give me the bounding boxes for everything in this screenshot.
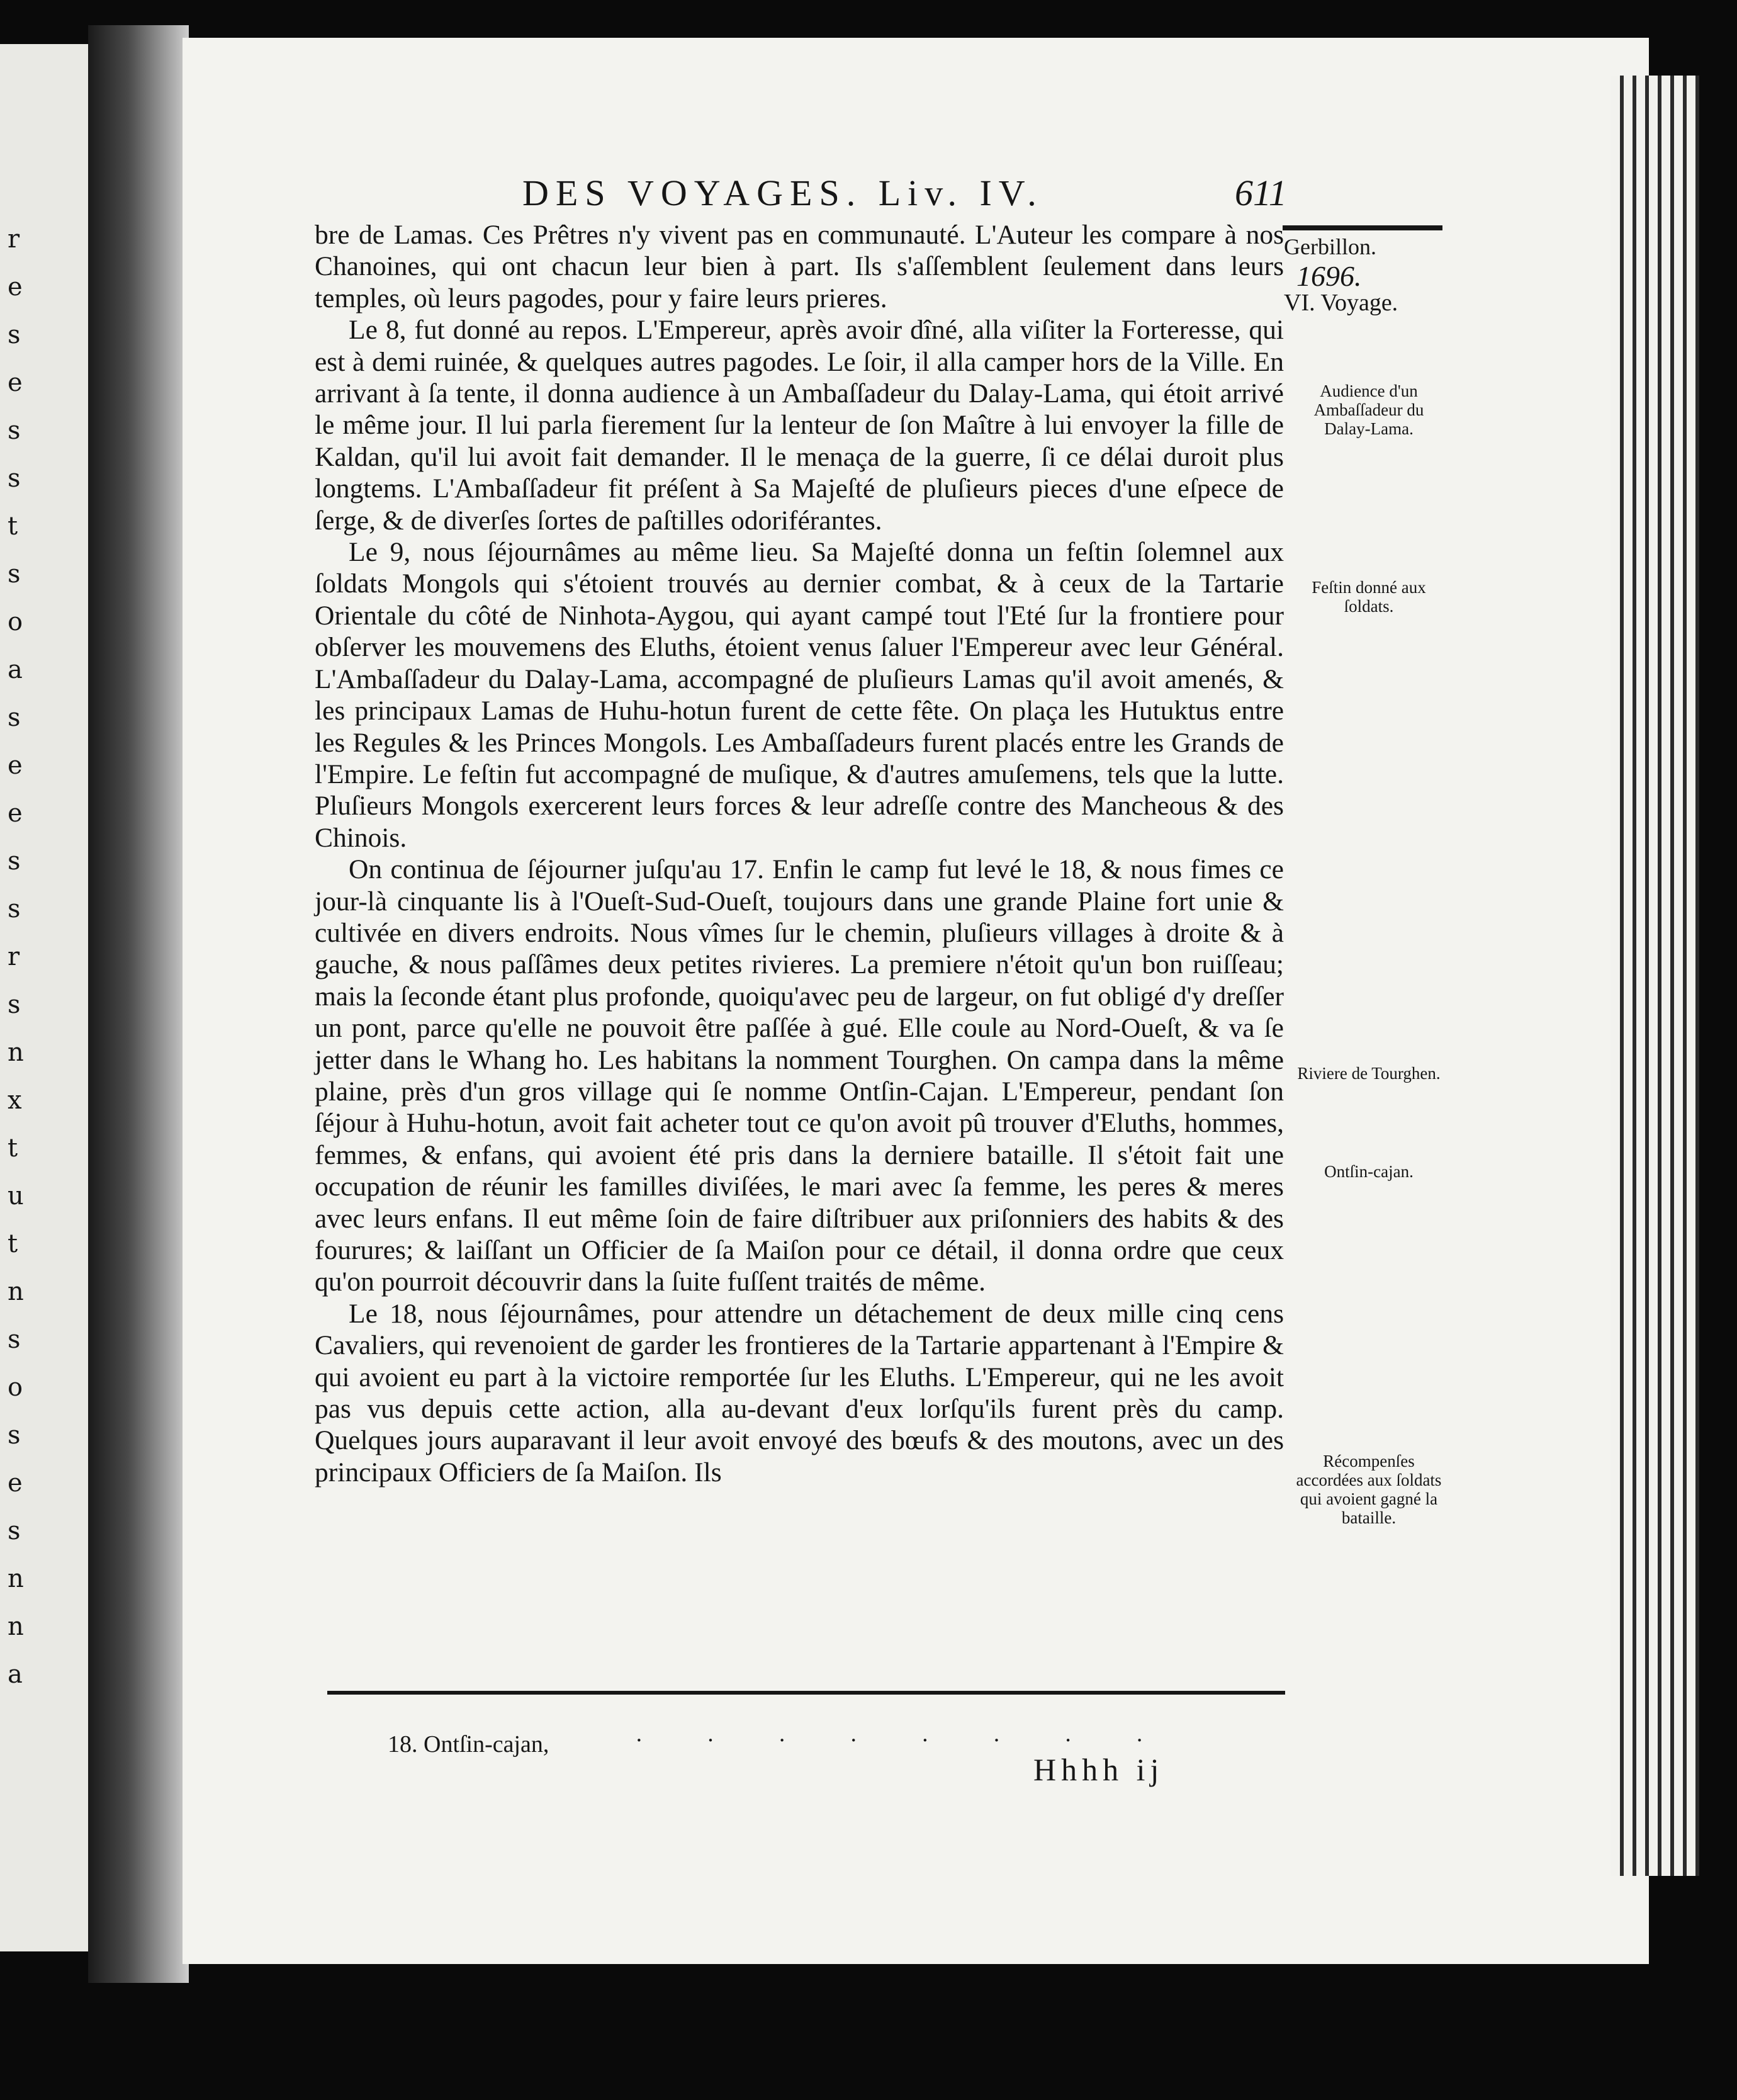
left-strip-char: e bbox=[8, 273, 23, 302]
page-number: 611 bbox=[1235, 172, 1287, 213]
left-strip-char: r bbox=[8, 942, 20, 971]
left-strip-char: s bbox=[8, 1516, 21, 1545]
left-strip-char: u bbox=[8, 1182, 24, 1211]
running-head: DES VOYAGES. Liv. IV. bbox=[522, 172, 1043, 213]
paragraph-1: bre de Lamas. Ces Prêtres n'y vivent pas en communauté. L'Auteur les compare à nos Chanoines, qui ont chacun leur bien à part. Ils s'aſſemblent ſeulement dans leurs temples, où leurs pagodes, pour y faire leurs prieres. bbox=[315, 220, 1284, 313]
margin-note-recompenses: Récompenſes accordées aux ſoldats qui avoient gagné la bataille. bbox=[1296, 1452, 1442, 1527]
body-text bbox=[315, 219, 1284, 1488]
left-strip-char: t bbox=[8, 1134, 18, 1163]
left-strip-char: n bbox=[8, 1277, 24, 1306]
left-strip-char: s bbox=[8, 703, 21, 732]
footnote-dots: · · · · · · · · bbox=[636, 1728, 1172, 1753]
left-strip-char: a bbox=[8, 655, 23, 684]
bottom-rule bbox=[327, 1691, 1285, 1695]
paragraph-3: Le 9, nous ſéjournâmes au même lieu. Sa Majeſté donna un feſtin ſolemnel aux ſoldats Mongols qui s'étoient trouvés au dernier combat, & à ceux de la Tartarie Orientale du côté de Ninhota-Aygou, qui ayant campé tout l'Eté ſur la frontiere pour obſerver les mouvemens des Eluths, étoient venus ſaluer l'Empereur avec leur Général. L'Ambaſſadeur du Dalay-Lama, accompagné de pluſieurs Lamas qu'il avoit amenés, & les principaux Lamas de Huhu-hotun furent de cette fête. On plaça les Hutuktus entre les Regules & les Princes Mongols. Les Ambaſſadeurs furent placés entre les Grands de l'Empire. Le feſtin fut accompagné de muſique, & d'autres amuſemens, tels que la lutte. Pluſieurs Mongols exercerent leurs forces & leur adreſſe contre des Mancheous & des Chinois. bbox=[315, 537, 1284, 853]
book-gutter bbox=[88, 25, 189, 1983]
left-strip-char: n bbox=[8, 1612, 24, 1641]
margin-rule bbox=[1283, 225, 1442, 230]
paragraph-2: Le 8, fut donné au repos. L'Empereur, après avoir dîné, alla viſiter la Forteresse, qui est à demi ruinée, & quelques autres pagodes. Le ſoir, il alla camper hors de la Ville. En arrivant à ſa tente, il donna audience à un Ambaſſadeur du Dalay-Lama, qui étoit arrivé le même jour. Il lui parla fierement ſur la lenteur de ſon Maître à lui envoyer la fille de Kaldan, qu'il lui avoit fait demander. Il le menaça de la guerre, ſi ce délai duroit plus longtems. L'Ambaſſadeur fit préſent à Sa Majeſté de pluſieurs pieces d'une eſpece de ſerge, & de diverſes ſortes de paſtilles odoriférantes. bbox=[315, 315, 1284, 536]
left-strip-char: e bbox=[8, 1469, 23, 1498]
paragraph-4: On continua de ſéjourner juſqu'au 17. Enfin le camp fut levé le 18, & nous fimes ce jour-là cinquante lis à l'Oueſt-Sud-Oueſt, toujours dans une grande Plaine fort unie & cultivée en divers endroits. Nous vîmes ſur le chemin, pluſieurs villages à droite & à gauche, & nous paſſâmes deux petites rivieres. La premiere n'étoit qu'un bon ruiſſeau; mais la ſeconde étant plus profonde, quoiqu'avec peu de largeur, on fut obligé d'y dreſſer un pont, parce qu'elle ne pouvoit être paſſée à gué. Elle coule au Nord-Oueſt, & va ſe jetter dans le Whang ho. Les habitans la nomment Tourghen. On campa dans la même plaine, près d'un gros village qui ſe nomme Ontſin-Cajan. L'Empereur, pendant ſon ſéjour à Huhu-hotun, avoit fait acheter tout ce qu'on avoit pû trouver d'Eluths, hommes, femmes, & enfans, qui avoient été pris dans la derniere bataille. Il s'étoit fait une occupation de réunir les familles diviſées, le mari avec ſa femme, les peres & meres avec leurs enfans. Il eut même ſoin de faire diſtribuer aux priſonniers des habits & des fourures; & laiſſant un Officier de ſa Maiſon pour ce détail, il donna ordre que ceux qu'on pourroit découvrir dans la ſuite fuſſent traités de même. bbox=[315, 854, 1284, 1297]
left-strip-char: o bbox=[8, 1373, 23, 1402]
left-strip-char: s bbox=[8, 1421, 21, 1450]
left-strip-char: o bbox=[8, 607, 23, 636]
left-strip-char: e bbox=[8, 368, 23, 397]
left-strip-char: s bbox=[8, 560, 21, 589]
margin-note-audience: Audience d'un Ambaſſadeur du Dalay-Lama. bbox=[1313, 381, 1424, 438]
left-strip-char: n bbox=[8, 1038, 24, 1067]
margin-note-festin: Feſtin donné aux ſoldats. bbox=[1312, 578, 1426, 616]
margin-year: 1696. bbox=[1296, 260, 1362, 292]
margin-note-ontsin: Ontſin-cajan. bbox=[1324, 1162, 1414, 1181]
paragraph-5: Le 18, nous ſéjournâmes, pour attendre un détachement de deux mille cinq cens Cavaliers, qui revenoient de garder les frontieres de la Tartarie appartenant à l'Empire & qui avoient eu part à la victoire remportée ſur les Eluths. L'Empereur, qui ne les avoit pas vus depuis cette action, alla au-devant d'eux lorſqu'ils furent près du camp. Quelques jours auparavant il leur avoit envoyé des bœufs & des moutons, avec un des principaux Officiers de ſa Maiſon. Ils bbox=[315, 1298, 1284, 1488]
margin-voyage: VI. Voyage. bbox=[1284, 290, 1398, 316]
left-strip-char: s bbox=[8, 320, 21, 349]
left-strip-char: t bbox=[8, 1229, 18, 1258]
page-edges bbox=[1611, 76, 1699, 1876]
left-strip-char: e bbox=[8, 799, 23, 828]
left-strip-char: r bbox=[8, 225, 20, 254]
adjacent-page-strip bbox=[0, 44, 88, 1951]
left-strip-char: s bbox=[8, 464, 21, 493]
left-strip-char: t bbox=[8, 512, 18, 541]
left-strip-char: s bbox=[8, 1325, 21, 1354]
left-strip-char: n bbox=[8, 1564, 24, 1593]
left-strip-char: e bbox=[8, 751, 23, 780]
left-strip-char: s bbox=[8, 416, 21, 445]
signature-mark: Hhhh ij bbox=[1033, 1752, 1164, 1787]
left-strip-char: a bbox=[8, 1660, 23, 1689]
left-strip-char: x bbox=[8, 1086, 22, 1115]
footnote: 18. Ontſin-cajan, bbox=[388, 1731, 549, 1758]
left-strip-char: s bbox=[8, 990, 21, 1019]
left-strip-char: s bbox=[8, 895, 21, 923]
margin-author: Gerbillon. bbox=[1284, 234, 1376, 259]
margin-note-riviere: Riviere de Tourghen. bbox=[1297, 1064, 1441, 1083]
left-strip-char: s bbox=[8, 847, 21, 876]
